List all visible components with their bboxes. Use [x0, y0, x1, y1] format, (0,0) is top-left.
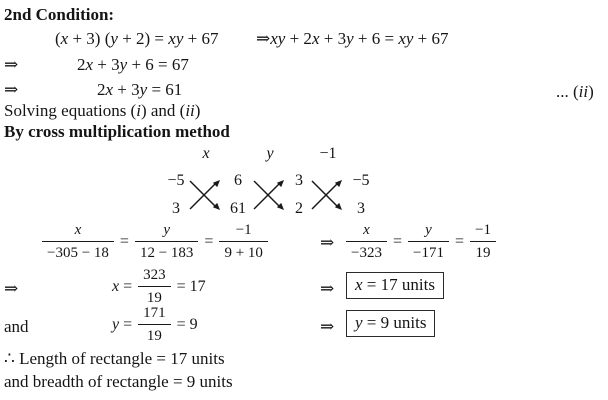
fraction-numerator: y	[408, 221, 449, 242]
fraction-minus1	[470, 221, 496, 262]
value-pair	[163, 170, 189, 220]
implies-icon: ⇒	[4, 279, 19, 298]
fraction-denominator: 12 − 183	[139, 245, 194, 261]
equation-text: = 17	[176, 277, 206, 295]
value-pair	[223, 170, 253, 220]
fraction-y	[408, 221, 449, 262]
equation-text: x =	[112, 277, 133, 295]
fraction-numerator: −1	[470, 221, 496, 242]
simplified-proportion	[346, 221, 496, 262]
simplified-equation: 2x + 3y + 6 = 67	[77, 55, 189, 74]
fraction-x	[346, 221, 387, 262]
implies-icon: ⇒	[320, 317, 335, 336]
proportion-equation	[42, 221, 268, 262]
y-value-equation	[112, 304, 198, 345]
implies-icon: ⇒	[320, 233, 335, 252]
fraction-denominator: 9 + 10	[224, 245, 263, 261]
pair-top-value: 6	[234, 172, 242, 189]
fraction-denominator: 19	[475, 245, 491, 261]
fraction	[138, 304, 171, 345]
fraction-numerator: 323	[138, 266, 171, 287]
fraction-numerator: x	[42, 221, 114, 242]
equals-sign: =	[119, 232, 129, 250]
cross-arrows-icon	[311, 175, 345, 215]
solving-equations-line: Solving equations (i) and (ii)	[4, 101, 201, 120]
condition-heading: 2nd Condition:	[4, 5, 115, 24]
fraction-denominator: 19	[146, 328, 162, 344]
diagram-header-x: x	[202, 145, 210, 162]
implies-icon: ⇒	[320, 279, 335, 298]
fraction-denominator: 19	[146, 290, 162, 306]
pair-bottom-value: 3	[357, 200, 365, 217]
equals-sign: =	[204, 232, 214, 250]
y-result-box: y = 9 units	[346, 310, 435, 337]
fraction-numerator: −1	[219, 221, 267, 242]
conclusion-breadth: and breadth of rectangle = 9 units	[4, 372, 233, 391]
equals-sign: =	[454, 232, 464, 250]
equation-text: = 9	[176, 315, 198, 333]
equation-ii: 2x + 3y = 61	[97, 80, 183, 99]
pair-bottom-value: 61	[230, 200, 246, 217]
x-result-box: x = 17 units	[346, 272, 444, 299]
fraction-denominator: −171	[413, 245, 444, 261]
pair-bottom-value: 3	[172, 200, 180, 217]
and-label: and	[4, 317, 29, 336]
x-value-equation	[112, 266, 206, 307]
expansion-equation-lhs: (x + 3) (y + 2) = xy + 67	[55, 29, 219, 48]
pair-top-value: −5	[167, 172, 185, 189]
cross-multiplication-diagram	[163, 144, 377, 220]
method-heading: By cross multiplication method	[4, 122, 230, 141]
equals-sign: =	[392, 232, 402, 250]
fraction-denominator: −305 − 18	[47, 245, 109, 261]
fraction-numerator: 171	[138, 304, 171, 325]
conclusion-length: ∴ Length of rectangle = 17 units	[4, 349, 225, 368]
fraction-minus1	[219, 221, 267, 262]
diagram-header-minus1: −1	[319, 145, 337, 162]
cross-arrows-icon	[189, 175, 223, 215]
value-pair	[287, 170, 311, 220]
value-pair	[345, 170, 377, 220]
equation-ii-label: ... (ii)	[556, 82, 594, 101]
diagram-header-y: y	[266, 145, 274, 162]
fraction	[138, 266, 171, 307]
implies-icon: ⇒	[4, 80, 19, 99]
pair-top-value: 3	[295, 172, 303, 189]
fraction-numerator: x	[346, 221, 387, 242]
fraction-x	[42, 221, 114, 262]
pair-bottom-value: 2	[295, 200, 303, 217]
pair-top-value: −5	[352, 172, 370, 189]
fraction-denominator: −323	[351, 245, 382, 261]
expansion-equation-rhs: ⇒xy + 2x + 3y + 6 = xy + 67	[256, 29, 449, 48]
fraction-y	[135, 221, 198, 262]
equation-text: y =	[112, 315, 133, 333]
fraction-numerator: y	[135, 221, 198, 242]
implies-icon: ⇒	[4, 55, 19, 74]
cross-arrows-icon	[253, 175, 287, 215]
